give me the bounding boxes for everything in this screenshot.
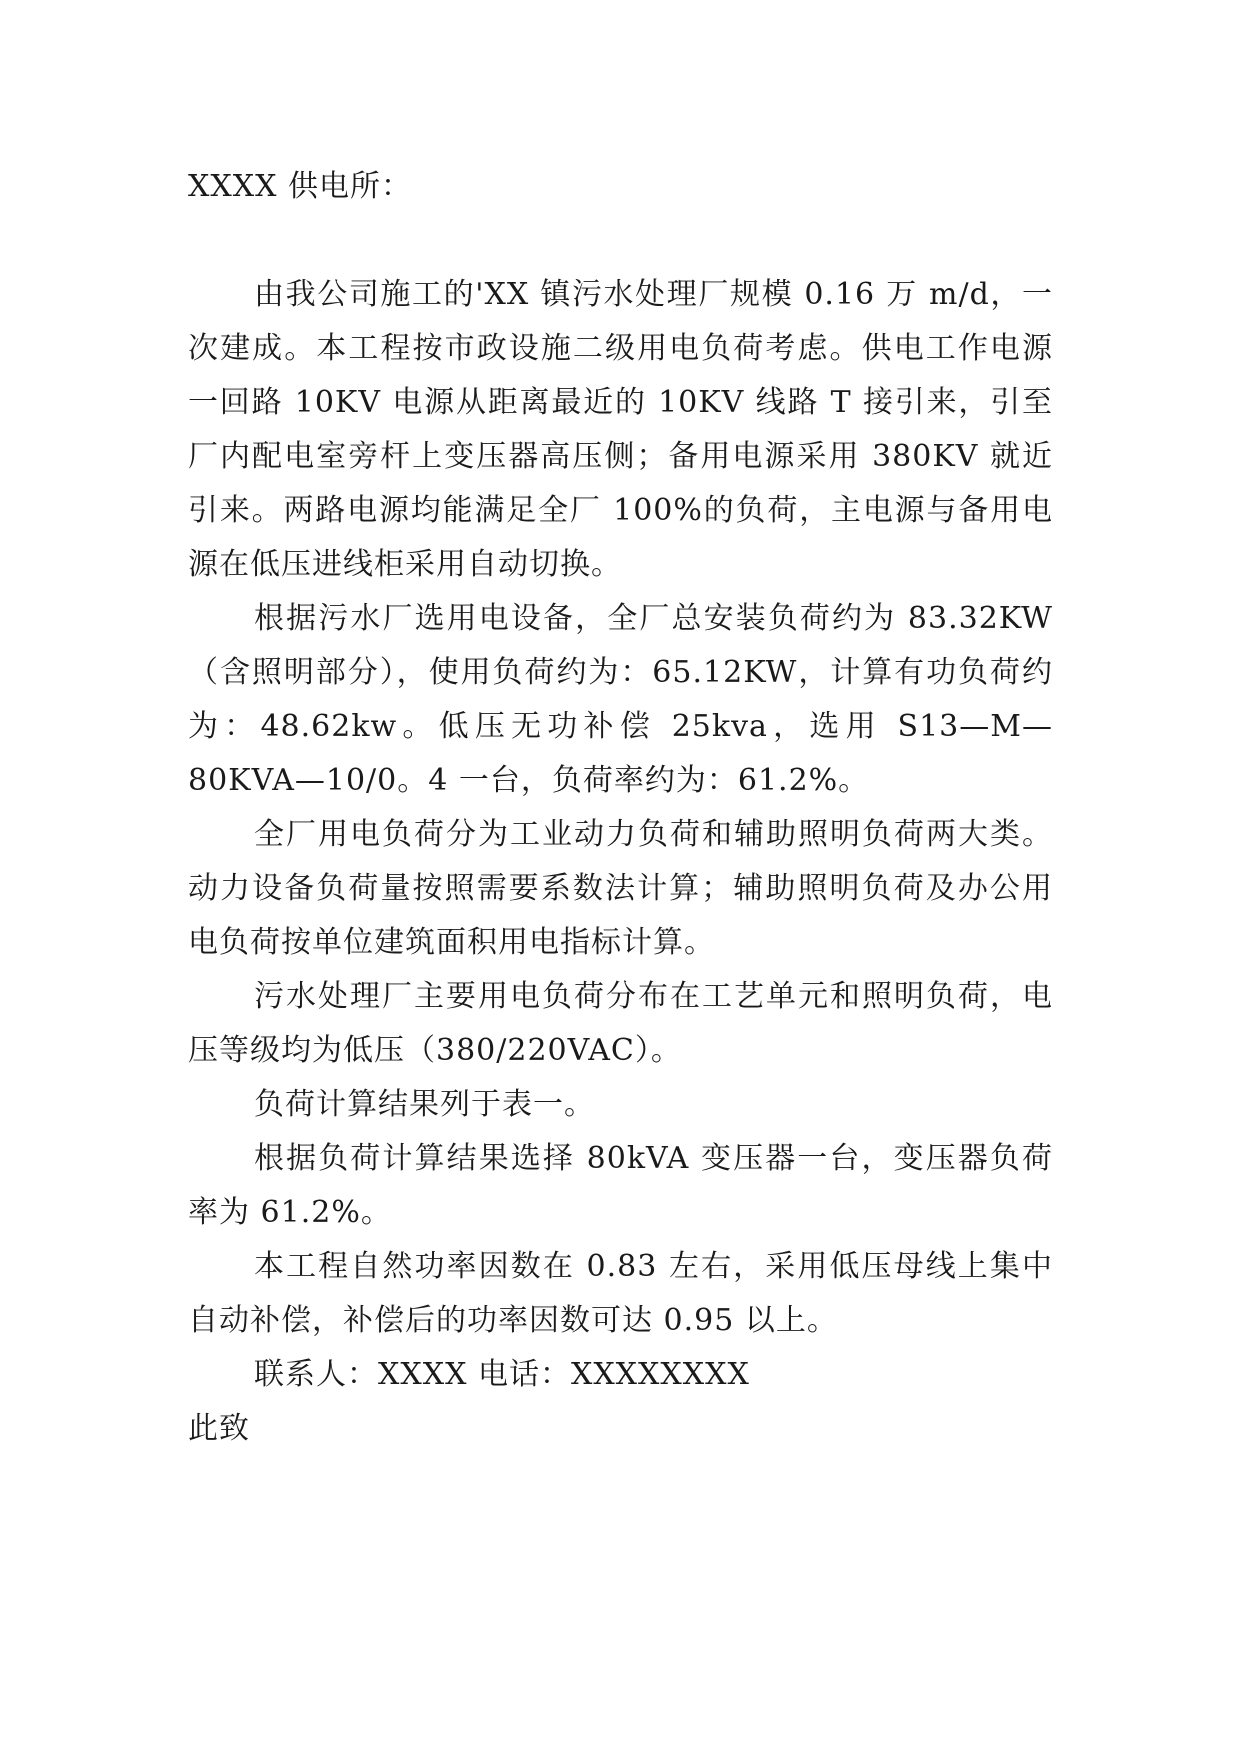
paragraph-load-distribution: 污水处理厂主要用电负荷分布在工艺单元和照明负荷，电压等级均为低压（380/220VAC）。: [188, 979, 1053, 1068]
blank-line: [188, 214, 1053, 268]
salutation: XXXX 供电所：: [188, 169, 412, 204]
letter-body: [188, 160, 1053, 1456]
paragraph-power-supply: 由我公司施工的'XX 镇污水处理厂规模 0.16 万 m/d，一次建成。本工程按市政设施二级用电负荷考虑。供电工作电源一回路 10KV 电源从距离最近的 10KV 线路 T 接引来，引至厂内配电室旁杆上变压器高压侧；备用电源采用 380KV 就近引来。两路电源均能满足全厂 100%的负荷，主电源与备用电源在低压进线柜采用自动切换。: [188, 277, 1053, 582]
paragraph-transformer: 根据负荷计算结果选择 80kVA 变压器一台，变压器负荷率为 61.2%。: [188, 1141, 1053, 1230]
paragraph-load-categories: 全厂用电负荷分为工业动力负荷和辅助照明负荷两大类。动力设备负荷量按照需要系数法计算；辅助照明负荷及办公用电负荷按单位建筑面积用电指标计算。: [188, 817, 1053, 960]
closing-salutation: 此致: [188, 1411, 250, 1446]
contact-line: 联系人：XXXX 电话：XXXXXXXX: [254, 1357, 750, 1392]
paragraph-load-summary: 根据污水厂选用电设备，全厂总安装负荷约为 83.32KW（含照明部分），使用负荷约为：65.12KW，计算有功负荷约为：48.62kw。低压无功补偿 25kva，选用 S13—M—80KVA—10/0。4 一台，负荷率约为：61.2%。: [188, 601, 1053, 798]
paragraph-power-factor: 本工程自然功率因数在 0.83 左右，采用低压母线上集中自动补偿，补偿后的功率因数可达 0.95 以上。: [188, 1249, 1053, 1338]
paragraph-table-reference: 负荷计算结果列于表一。: [254, 1087, 595, 1122]
